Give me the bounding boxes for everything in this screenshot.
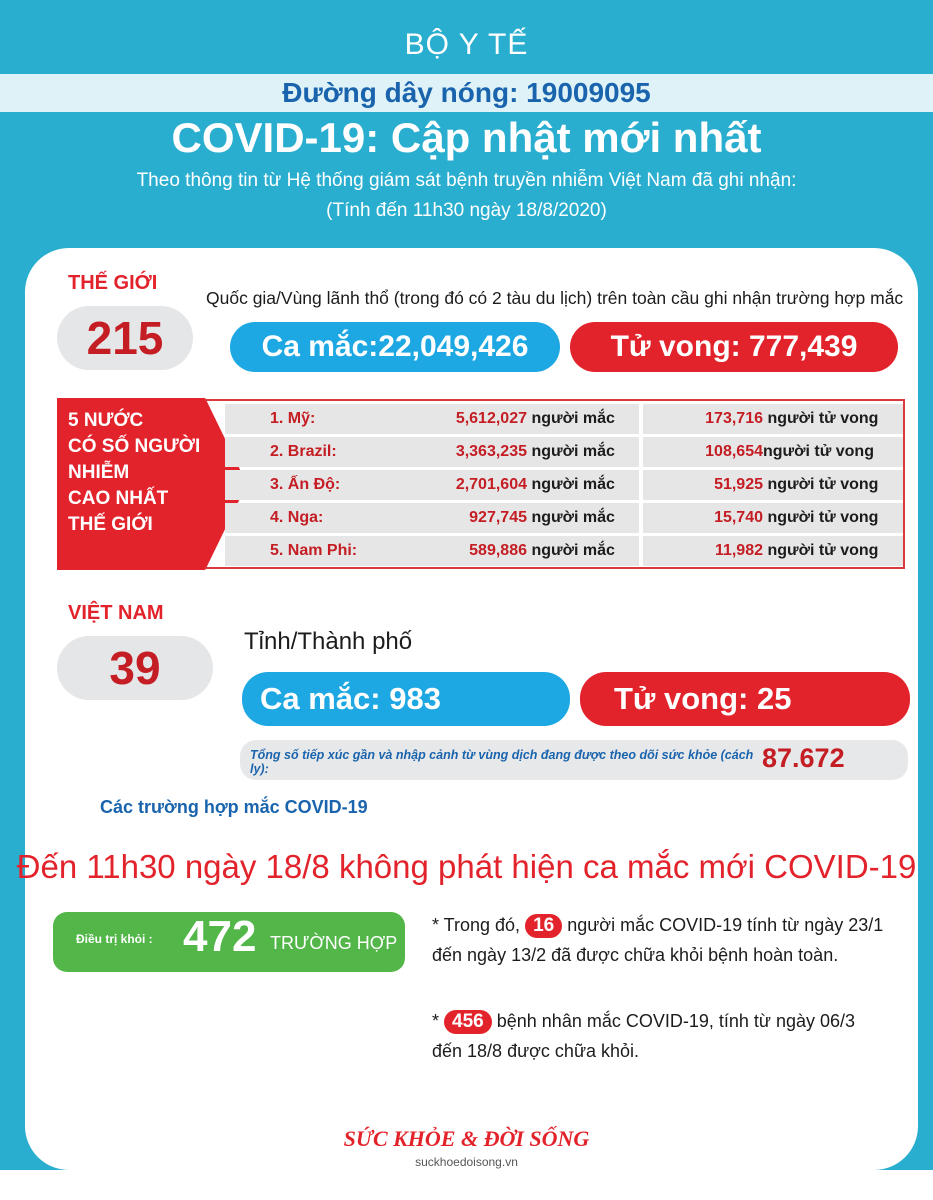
cases-unit: người mắc xyxy=(531,410,615,427)
table-row xyxy=(205,536,905,566)
cases-cell xyxy=(397,536,639,566)
top5-label-line: THẾ GIỚI xyxy=(68,514,153,535)
deaths-unit: người tử vong xyxy=(767,509,879,526)
vietnam-deaths-pill: Tử vong: 25 xyxy=(580,672,910,726)
date-note: (Tính đến 11h30 ngày 18/8/2020) xyxy=(326,200,607,221)
hotline-banner: Đường dây nóng: 19009095 xyxy=(0,74,933,112)
top5-table xyxy=(205,399,905,569)
table-row xyxy=(205,404,905,434)
top5-label-line: 5 NƯỚC xyxy=(68,410,144,431)
country-cell: 1. Mỹ: xyxy=(225,404,415,434)
cases-unit: người mắc xyxy=(531,476,615,493)
cases-unit: người mắc xyxy=(531,542,615,559)
contact-tracing-text: Tổng số tiếp xúc gần và nhập cảnh từ vùng dịch đang được theo dõi sức khỏe (cách ly): xyxy=(250,748,754,776)
deaths-value: 173,716 xyxy=(705,410,763,427)
cases-unit: người mắc xyxy=(531,509,615,526)
deaths-unit: người tử vong xyxy=(763,443,874,460)
vietnam-cases-pill: Ca mắc: 983 xyxy=(242,672,570,726)
note-badge: 16 xyxy=(525,914,562,938)
recovered-unit: TRƯỜNG HỢP xyxy=(270,933,398,953)
page-title: COVID-19: Cập nhật mới nhất xyxy=(171,114,762,161)
recovered-number: 472 xyxy=(183,912,257,961)
country-cell: 3. Ấn Độ: xyxy=(225,470,415,500)
note-prefix: * xyxy=(432,1011,440,1031)
note-text-line2: đến ngày 13/2 đã được chữa khỏi bệnh hoàn toàn. xyxy=(432,945,839,965)
top5-label-line: CÓ SỐ NGƯỜI xyxy=(68,436,201,457)
deaths-cell xyxy=(643,536,903,566)
world-description: Quốc gia/Vùng lãnh thổ (trong đó có 2 tàu du lịch) trên toàn cầu ghi nhận trường hợp mắc xyxy=(206,288,904,308)
deaths-unit: người tử vong xyxy=(767,476,879,493)
contact-tracing-number: 87.672 xyxy=(762,743,845,773)
cases-value: 3,363,235 xyxy=(455,443,527,460)
brand-url[interactable]: suckhoedoisong.vn xyxy=(415,1155,518,1169)
top5-label-line: NHIỄM xyxy=(68,462,130,483)
world-label: THẾ GIỚI xyxy=(68,272,158,294)
cases-heading: Các trường hợp mắc COVID-19 xyxy=(100,797,368,817)
cases-cell xyxy=(397,470,639,500)
cases-cell xyxy=(397,503,639,533)
deaths-unit: người tử vong xyxy=(767,542,879,559)
world-country-count: 215 xyxy=(57,306,193,370)
world-deaths-pill: Tử vong: 777,439 xyxy=(570,322,898,372)
deaths-value: 108,654 xyxy=(705,443,763,460)
cases-value: 589,886 xyxy=(469,542,527,559)
deaths-cell xyxy=(643,503,903,533)
table-row xyxy=(205,437,905,467)
note-1 xyxy=(432,910,912,970)
table-row xyxy=(205,470,905,500)
country-cell: 5. Nam Phi: xyxy=(225,536,415,566)
note-2 xyxy=(432,1006,912,1066)
note-text-line2: đến 18/8 được chữa khỏi. xyxy=(432,1041,640,1061)
headline: Đến 11h30 ngày 18/8 không phát hiện ca mắc mới COVID-19 xyxy=(16,848,917,885)
deaths-value: 51,925 xyxy=(714,476,763,493)
cases-cell xyxy=(397,404,639,434)
top5-label-line: CAO NHẤT xyxy=(68,488,169,509)
deaths-unit: người tử vong xyxy=(767,410,879,427)
world-cases-pill: Ca mắc:22,049,426 xyxy=(230,322,560,372)
note-text: bệnh nhân mắc COVID-19, tính từ ngày 06/3 xyxy=(496,1011,856,1031)
cases-value: 927,745 xyxy=(469,509,527,526)
vietnam-label: VIỆT NAM xyxy=(68,602,164,624)
note-badge: 456 xyxy=(444,1010,492,1034)
deaths-cell xyxy=(643,470,903,500)
vietnam-description: Tỉnh/Thành phố xyxy=(244,628,413,655)
cases-unit: người mắc xyxy=(531,443,615,460)
country-cell: 4. Nga: xyxy=(225,503,415,533)
ministry-name: BỘ Y TẾ xyxy=(404,28,529,61)
subtitle: Theo thông tin từ Hệ thống giám sát bệnh truyền nhiễm Việt Nam đã ghi nhận: xyxy=(136,170,797,191)
note-text: người mắc COVID-19 tính từ ngày 23/1 xyxy=(567,915,884,935)
deaths-value: 15,740 xyxy=(714,509,763,526)
country-cell: 2. Brazil: xyxy=(225,437,415,467)
cases-value: 5,612,027 xyxy=(455,410,527,427)
cases-value: 2,701,604 xyxy=(455,476,527,493)
brand-logo: SỨC KHỎE & ĐỜI SỐNG xyxy=(343,1126,590,1151)
deaths-cell xyxy=(643,437,903,467)
deaths-cell xyxy=(643,404,903,434)
top5-label xyxy=(68,408,218,538)
cases-cell xyxy=(397,437,639,467)
footer-band xyxy=(0,1170,933,1200)
recovered-label: Điều trị khỏi : xyxy=(76,932,153,946)
vietnam-province-count: 39 xyxy=(57,636,213,700)
table-row xyxy=(205,503,905,533)
deaths-value: 11,982 xyxy=(714,542,763,559)
note-prefix: * Trong đó, xyxy=(432,915,521,935)
